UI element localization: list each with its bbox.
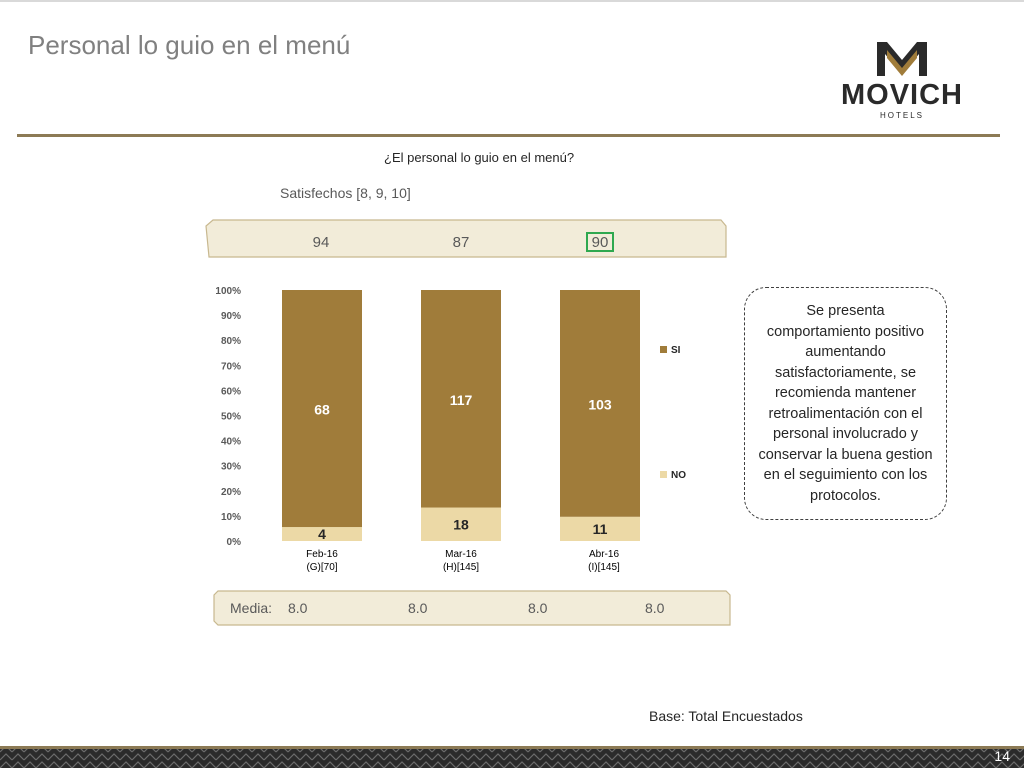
y-tick-label: 80%	[220, 336, 241, 348]
category-sublabel: (G)[70]	[306, 562, 338, 573]
y-tick-label: 100%	[215, 286, 241, 297]
data-label-no: 11	[592, 520, 608, 537]
category-label: Feb-16	[306, 549, 338, 560]
slide-title: Personal lo guio en el menú	[28, 30, 351, 60]
x-label-abr	[564, 548, 644, 574]
data-label-no: 4	[318, 526, 326, 543]
category-sublabel: (H)[145]	[442, 562, 480, 573]
insight-callout	[744, 287, 947, 520]
stacked-bar-chart	[200, 278, 700, 548]
x-label-mar	[421, 548, 501, 574]
category-label: Mar-16	[445, 549, 477, 560]
legend-swatch	[660, 471, 667, 478]
movich-hotels-logo	[815, 38, 990, 122]
page-number: 14	[994, 748, 1010, 764]
y-tick-label: 10%	[220, 511, 241, 523]
callout-text: Se presenta comportamiento positivo aumentando satisfactoriamente, se recomienda mantener retroalimentación con el personal involucrado y conservar la buena gestion en el seguimiento con los protocolos.	[758, 303, 933, 504]
data-label-si: 68	[314, 401, 330, 418]
y-tick-label: 70%	[220, 361, 241, 373]
media-value-2: 8.0	[408, 600, 428, 616]
footer-pattern	[0, 746, 1024, 768]
legend-label: NO	[671, 470, 686, 481]
title-divider	[17, 134, 1000, 137]
media-value-1: 8.0	[288, 600, 308, 616]
y-tick-label: 90%	[220, 311, 241, 323]
logo-sub-text: HOTELS	[879, 111, 925, 120]
legend-swatch	[660, 346, 667, 353]
data-label-si: 103	[588, 396, 612, 413]
media-value-4: 8.0	[645, 600, 665, 616]
category-sublabel: (I)[145]	[588, 562, 620, 573]
x-label-feb	[282, 548, 362, 574]
y-tick-label: 40%	[220, 436, 241, 448]
y-tick-label: 50%	[220, 411, 241, 423]
satisfied-score-mar: 87	[452, 234, 470, 251]
category-label: Abr-16	[588, 549, 619, 560]
base-label: Base: Total Encuestados	[649, 708, 803, 724]
y-tick-label: 20%	[220, 486, 241, 498]
data-label-no: 18	[453, 516, 469, 533]
satisfied-score-abr: 90	[591, 234, 609, 251]
y-tick-label: 60%	[220, 386, 241, 398]
satisfied-label: Satisfechos [8, 9, 10]	[280, 185, 411, 201]
top-border	[0, 0, 1024, 2]
satisfied-score-feb: 94	[312, 234, 330, 251]
data-label-si: 117	[449, 391, 473, 408]
legend-label: SI	[671, 345, 681, 356]
score-highlight-box	[586, 232, 614, 252]
y-tick-label: 0%	[226, 537, 241, 548]
media-value-3: 8.0	[528, 600, 548, 616]
logo-brand-text: MOVICH	[841, 79, 963, 111]
y-tick-label: 30%	[220, 461, 241, 473]
media-label: Media:	[230, 600, 273, 616]
chart-question: ¿El personal lo guio en el menú?	[384, 150, 575, 165]
